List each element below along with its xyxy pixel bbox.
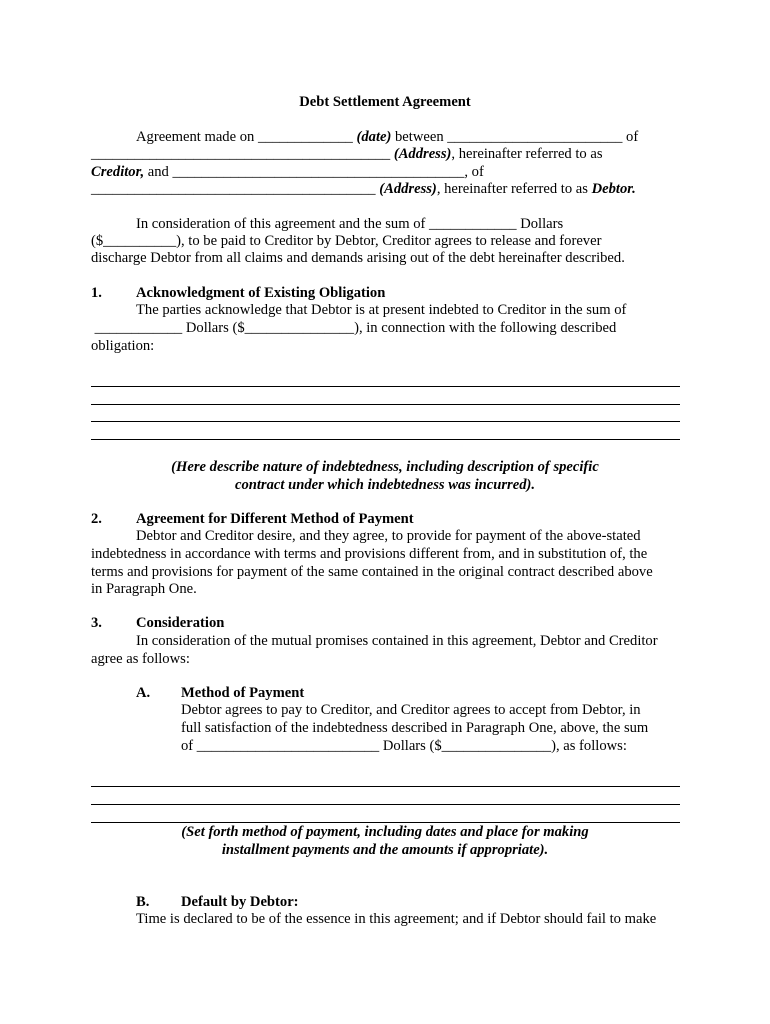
blank-fill-line xyxy=(91,786,680,787)
section-3-heading: Consideration xyxy=(136,615,225,631)
section-1-line: The parties acknowledge that Debtor is at present indebted to Creditor in the sum of xyxy=(136,302,627,318)
section-3-line: agree as follows: xyxy=(91,651,190,667)
intro-text: and ________________________________________, of xyxy=(144,164,484,180)
blank-fill-line xyxy=(91,421,680,422)
subsection-a-letter: A. xyxy=(136,685,151,701)
blank-fill-line xyxy=(91,804,680,805)
subsection-a-line: full satisfaction of the indebtedness described in Paragraph One, above, the sum xyxy=(181,720,649,736)
section-2-line: in Paragraph One. xyxy=(91,581,197,597)
intro-text: , hereinafter referred to as xyxy=(451,146,603,162)
blank-fill-line xyxy=(91,404,680,405)
intro-text: _______________________________________ xyxy=(91,181,380,197)
creditor-label: Creditor, xyxy=(91,164,145,180)
intro-line-3 xyxy=(91,164,484,182)
section-2-heading: Agreement for Different Method of Payment xyxy=(136,511,414,527)
date-label: (date) xyxy=(356,129,392,145)
section-3-number: 3. xyxy=(91,615,102,631)
intro-line-1 xyxy=(136,129,638,147)
blank-fill-line xyxy=(91,386,680,387)
section-1-heading: Acknowledgment of Existing Obligation xyxy=(136,285,386,301)
subsection-a-note: (Set forth method of payment, including dates and place for making xyxy=(181,824,589,840)
section-2-line: indebtedness in accordance with terms and provisions different from, and in substitution of, the xyxy=(91,546,648,562)
subsection-a-line: of _________________________ Dollars ($_______________), as follows: xyxy=(181,738,627,754)
section-2-line: Debtor and Creditor desire, and they agree, to provide for payment of the above-stated xyxy=(136,528,641,544)
debtor-label: Debtor. xyxy=(591,181,636,197)
intro-line-2 xyxy=(91,146,603,164)
subsection-b-line: Time is declared to be of the essence in this agreement; and if Debtor should fail to make xyxy=(136,911,657,927)
subsection-a-note: installment payments and the amounts if appropriate). xyxy=(221,842,549,858)
blank-fill-line xyxy=(91,822,680,823)
section-1-line: obligation: xyxy=(91,338,155,354)
intro-text: Agreement made on _____________ xyxy=(136,129,357,145)
subsection-b-letter: B. xyxy=(136,894,150,910)
intro-text: , hereinafter referred to as xyxy=(436,181,592,197)
intro-text: _________________________________________ xyxy=(91,146,394,162)
subsection-b-heading: Default by Debtor: xyxy=(181,894,299,910)
consideration-line: discharge Debtor from all claims and demands arising out of the debt hereinafter described. xyxy=(91,250,625,266)
address-label: (Address) xyxy=(393,146,452,162)
intro-line-4 xyxy=(91,181,636,199)
consideration-line: In consideration of this agreement and the sum of ____________ Dollars xyxy=(136,216,564,232)
address-label: (Address) xyxy=(379,181,437,197)
section-1-number: 1. xyxy=(91,285,102,301)
section-1-note: (Here describe nature of indebtedness, including description of specific xyxy=(171,459,599,475)
consideration-line: ($__________), to be paid to Creditor by Debtor, Creditor agrees to release and forever xyxy=(91,233,602,249)
blank-fill-line xyxy=(91,439,680,440)
subsection-a-line: Debtor agrees to pay to Creditor, and Creditor agrees to accept from Debtor, in xyxy=(181,702,641,718)
section-1-line: ____________ Dollars ($_______________), in connection with the following described xyxy=(91,320,617,336)
section-2-number: 2. xyxy=(91,511,102,527)
section-2-line: terms and provisions for payment of the same contained in the original contract described above xyxy=(91,564,653,580)
section-3-line: In consideration of the mutual promises contained in this agreement, Debtor and Creditor xyxy=(136,633,658,649)
intro-text: between ________________________ of xyxy=(391,129,639,145)
section-1-note: contract under which indebtedness was incurred). xyxy=(234,477,536,493)
document-title: Debt Settlement Agreement xyxy=(299,94,471,110)
subsection-a-heading: Method of Payment xyxy=(181,685,305,701)
